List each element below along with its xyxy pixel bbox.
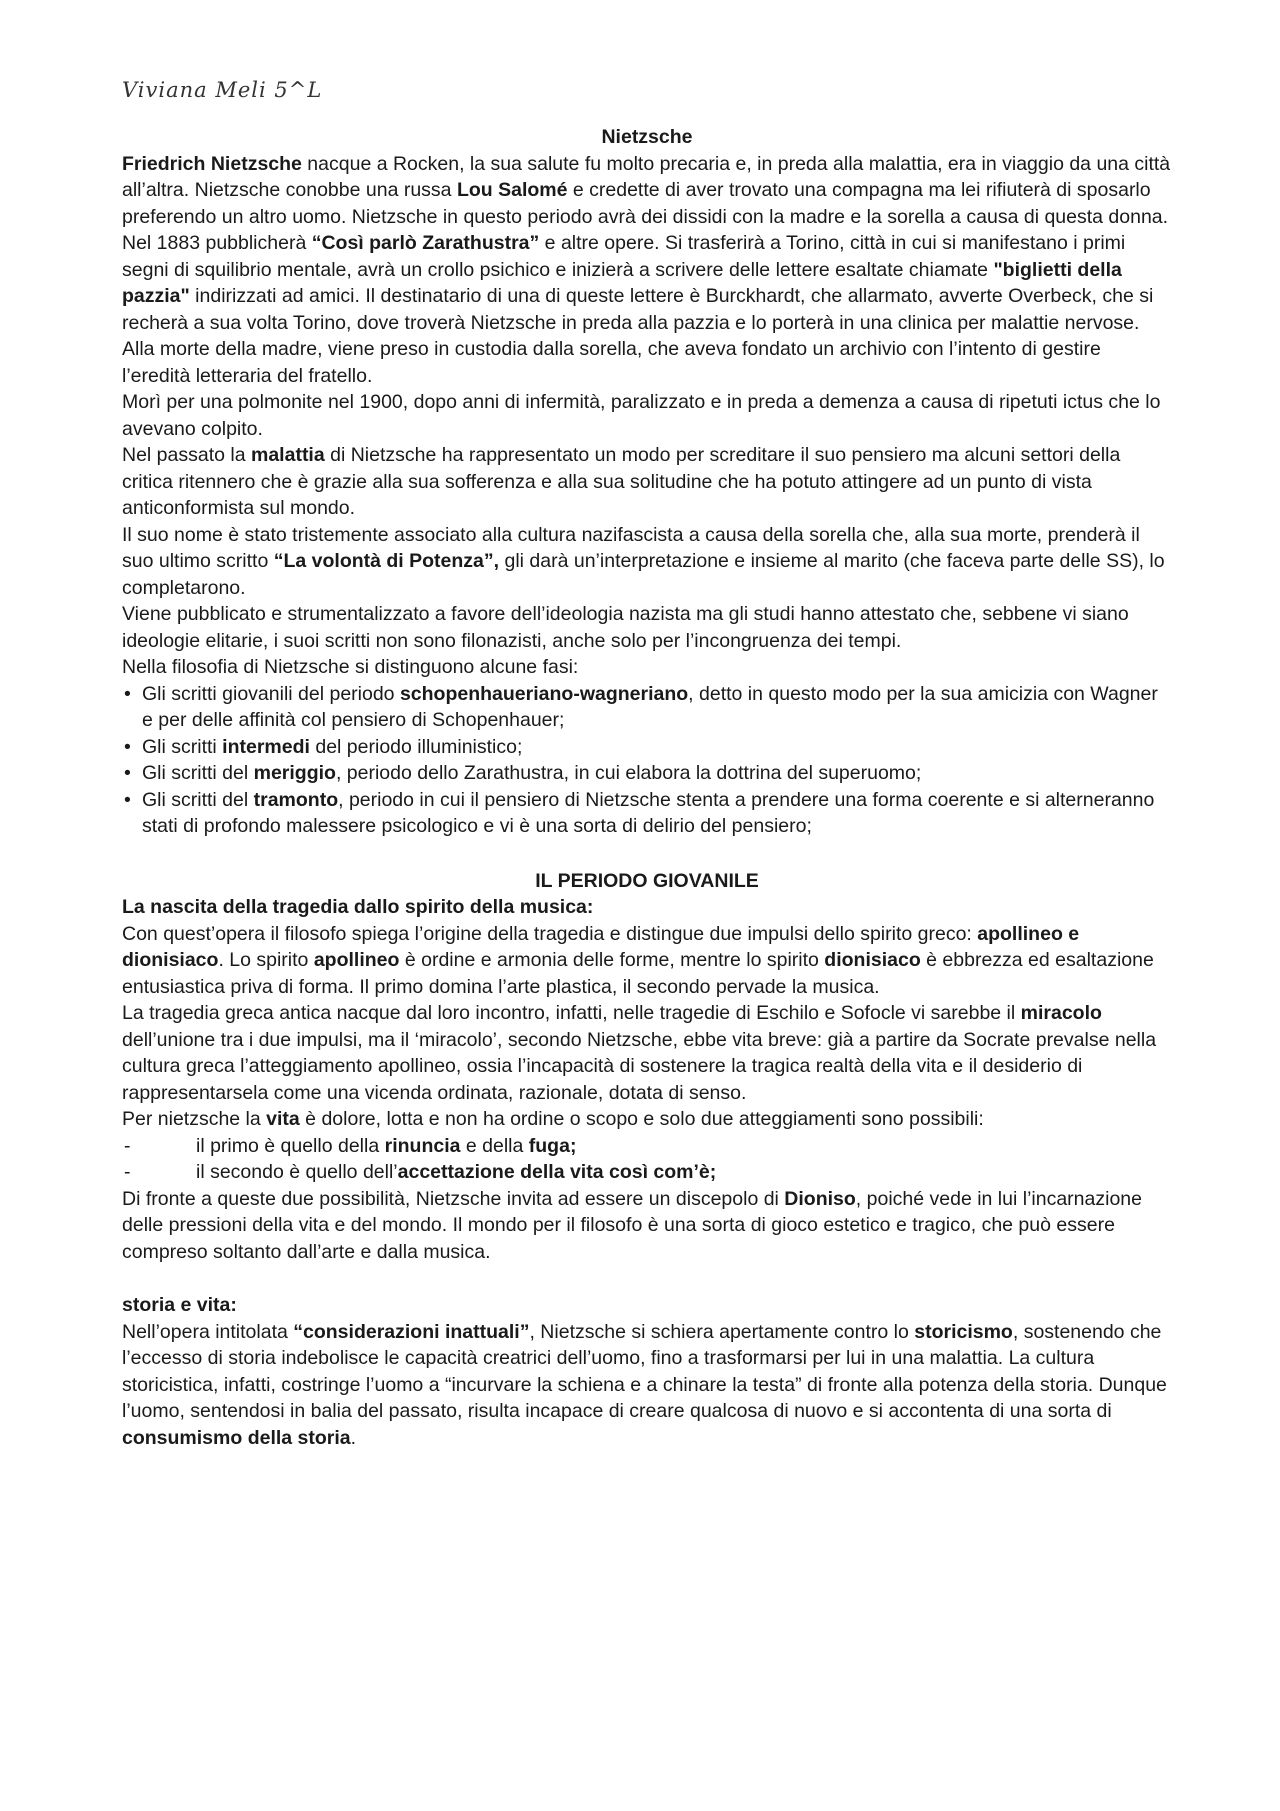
list-item: [122, 1159, 1172, 1186]
author-handwriting: Viviana Meli 5^L: [122, 78, 323, 102]
text: Gli scritti del: [142, 762, 254, 784]
section-title: IL PERIODO GIOVANILE: [535, 869, 759, 892]
paragraph: [122, 1106, 1172, 1133]
bold-text: Dioniso: [784, 1187, 856, 1210]
text: gli darà un’interpretazione e insieme al marito (che faceva parte delle SS), lo completarono.: [122, 550, 1165, 599]
spacer: [122, 840, 1172, 868]
phases-list: [122, 681, 1172, 840]
text: il secondo è quello dell’: [196, 1161, 398, 1183]
text: indirizzati ad amici. Il destinatario di una di queste lettere è Burckhardt, che allarmato, avverte Overbeck, che si recherà a sua volta Torino, dove troverà Nietzsche in preda alla pazzia e lo porterà in una clinica per malattie nervose. Alla morte della madre, viene preso in custodia dalla sorella, che aveva fondato un archivio con l’intento di gestire l’eredità letteraria del fratello.: [122, 285, 1154, 387]
subsection-body: [122, 1319, 1172, 1452]
intro-section: [122, 151, 1172, 681]
paragraph: [122, 522, 1172, 602]
subsection-title: storia e vita:: [122, 1294, 237, 1316]
paragraph: [122, 921, 1172, 1001]
bold-text: "biglietti della pazzia": [122, 258, 1122, 307]
spacer: [122, 1265, 1172, 1292]
subsection-body: [122, 921, 1172, 1133]
paragraph: [122, 442, 1172, 522]
bold-text: malattia: [251, 444, 325, 466]
bold-text: miracolo: [1020, 1002, 1102, 1024]
bold-text: dionisiaco: [824, 949, 921, 971]
text: il primo è quello della: [196, 1134, 385, 1157]
text: , poiché vede in lui l’incarnazione delle pressioni della vita e del mondo. Il mondo per il filosofo è una sorta di gioco estetico e tragico, che può essere compreso soltanto dall’arte e dalla musica.: [122, 1187, 1142, 1263]
paragraph: [122, 654, 1172, 681]
bold-text: accettazione della vita così com’è;: [397, 1161, 717, 1183]
bold-text: intermedi: [222, 735, 310, 758]
bold-text: Friedrich Nietzsche: [122, 152, 302, 175]
subsection-conclusion: [122, 1186, 1172, 1266]
text: Morì per una polmonite nel 1900, dopo anni di infermità, paralizzato e in preda a demenza a causa di ripetuti ictus che lo avevano colpito.: [122, 391, 1161, 440]
paragraph: [122, 1000, 1172, 1106]
text: e altre opere. Si trasferirà a Torino, città in cui si manifestano i primi segni di squilibrio mentale, avrà un crollo psichico e inizierà a scrivere delle lettere esaltate chiamate: [122, 232, 1126, 281]
text: La tragedia greca antica nacque dal loro incontro, infatti, nelle tragedie di Eschilo e Sofocle vi sarebbe il: [122, 1002, 1021, 1024]
list-item: [122, 760, 1172, 787]
bold-text: vita: [266, 1108, 300, 1130]
page-title: Nietzsche: [601, 126, 693, 148]
paragraph: [122, 389, 1172, 442]
text: Nell’opera intitolata: [122, 1320, 294, 1343]
text: è ebbrezza ed esaltazione entusiastica priva di forma. Il primo domina l’arte plastica, il secondo pervade la musica.: [122, 949, 1154, 998]
text: è dolore, lotta e non ha ordine o scopo e solo due atteggiamenti sono possibili:: [299, 1108, 984, 1130]
bold-text: meriggio: [253, 762, 336, 784]
text: nacque a Rocken, la sua salute fu molto precaria e, in preda alla malattia, era in viaggio da una città all’altra. Nietzsche conobbe una russa: [122, 152, 1171, 201]
text: è ordine e armonia delle forme, mentre lo spirito: [399, 949, 825, 971]
bold-text: “considerazioni inattuali”: [293, 1320, 530, 1343]
text: Con quest’opera il filosofo spiega l’origine della tragedia e distingue due impulsi dello spirito greco:: [122, 922, 978, 945]
bold-text: rinuncia: [384, 1134, 461, 1157]
list-item: [122, 734, 1172, 761]
text: Nella filosofia di Nietzsche si distinguono alcune fasi:: [122, 656, 579, 678]
attitudes-list: [122, 1133, 1172, 1186]
text: di Nietzsche ha rappresentato un modo per screditare il suo pensiero ma alcuni settori della critica ritennero che è grazie alla sua sofferenza e alla sua solitudine che ha potuto attingere ad un punto di vista anticonformista sul mondo.: [122, 444, 1121, 519]
text: del periodo illuministico;: [309, 735, 523, 758]
list-item: [122, 1133, 1172, 1160]
bold-text: “La volontà di Potenza”,: [273, 550, 500, 572]
text: , periodo dello Zarathustra, in cui elabora la dottrina del superuomo;: [335, 762, 922, 784]
paragraph: [122, 1186, 1172, 1266]
paragraph: [122, 601, 1172, 654]
text: dell’unione tra i due impulsi, ma il ‘miracolo’, secondo Nietzsche, ebbe vita breve: già a partire da Socrate prevalse nella cultura greca l’atteggiamento apollineo, ossia l’incapacità di sostenere la tragica realtà della vita e il desiderio di rappresentarsela come una vicenda ordinata, razionale, dotata di senso.: [122, 1028, 1157, 1104]
bold-text: apollineo e dionisiaco: [122, 922, 1080, 971]
text: Il suo nome è stato tristemente associato alla cultura nazifascista a causa della sorella che, alla sua morte, prenderà il suo ultimo scritto: [122, 523, 1140, 572]
text: Gli scritti giovanili del periodo: [142, 682, 400, 705]
text: , periodo in cui il pensiero di Nietzsche stenta a prendere una forma coerente e si alterneranno stati di profondo malessere psicologico e vi è una sorta di delirio del pensiero;: [142, 788, 1155, 837]
text: Gli scritti del: [142, 788, 254, 811]
bold-text: Lou Salomé: [456, 179, 568, 201]
list-item: [122, 787, 1172, 840]
text: , Nietzsche si schiera apertamente contro lo: [529, 1320, 915, 1343]
bold-text: “Così parlò Zarathustra”: [311, 232, 540, 254]
text: Viene pubblicato e strumentalizzato a favore dell’ideologia nazista ma gli studi hanno attestato che, sebbene vi siano ideologie elitarie, i suoi scritti non sono filonazisti, anche solo per l’incongruenza dei tempi.: [122, 603, 1129, 652]
paragraph: [122, 1319, 1172, 1452]
list-item: [122, 681, 1172, 734]
text: Per nietzsche la: [122, 1108, 267, 1130]
text: e credette di aver trovato una compagna ma lei rifiuterà di sposarlo preferendo un altro uomo. Nietzsche in questo periodo avrà dei dissidi con la madre e la sorella a causa di questa donna. Nel 1883 pubblicherà: [122, 179, 1169, 254]
text: Di fronte a queste due possibilità, Nietzsche invita ad essere un discepolo di: [122, 1187, 785, 1210]
bold-text: tramonto: [253, 788, 339, 811]
subsection-title: La nascita della tragedia dallo spirito della musica:: [122, 896, 594, 918]
text: Gli scritti: [142, 735, 223, 758]
bold-text: storicismo: [914, 1320, 1013, 1343]
text: . Lo spirito: [218, 949, 314, 971]
document-body: [122, 124, 1172, 1451]
text: .: [350, 1426, 357, 1449]
text: , sostenendo che l’eccesso di storia indebolisce le capacità creatrici dell’uomo, fino a trasformarsi per lui in una malattia. La cultura storicistica, infatti, costringe l’uomo a “incurvare la schiena e a chinare la testa” di fronte alla potenza della storia. Dunque l’uomo, sentendosi in balia del passato, risulta incapace di creare qualcosa di nuovo e si accontenta di una sorta di: [122, 1320, 1167, 1422]
text: Nel passato la: [122, 444, 251, 466]
paragraph: [122, 151, 1172, 390]
text: e della: [460, 1134, 529, 1157]
text: , detto in questo modo per la sua amicizia con Wagner e per delle affinità col pensiero di Schopenhauer;: [142, 682, 1158, 731]
bold-text: fuga;: [528, 1134, 577, 1157]
bold-text: apollineo: [313, 949, 400, 971]
bold-text: schopenhaueriano-wagneriano: [399, 682, 689, 705]
bold-text: consumismo della storia: [122, 1426, 351, 1449]
